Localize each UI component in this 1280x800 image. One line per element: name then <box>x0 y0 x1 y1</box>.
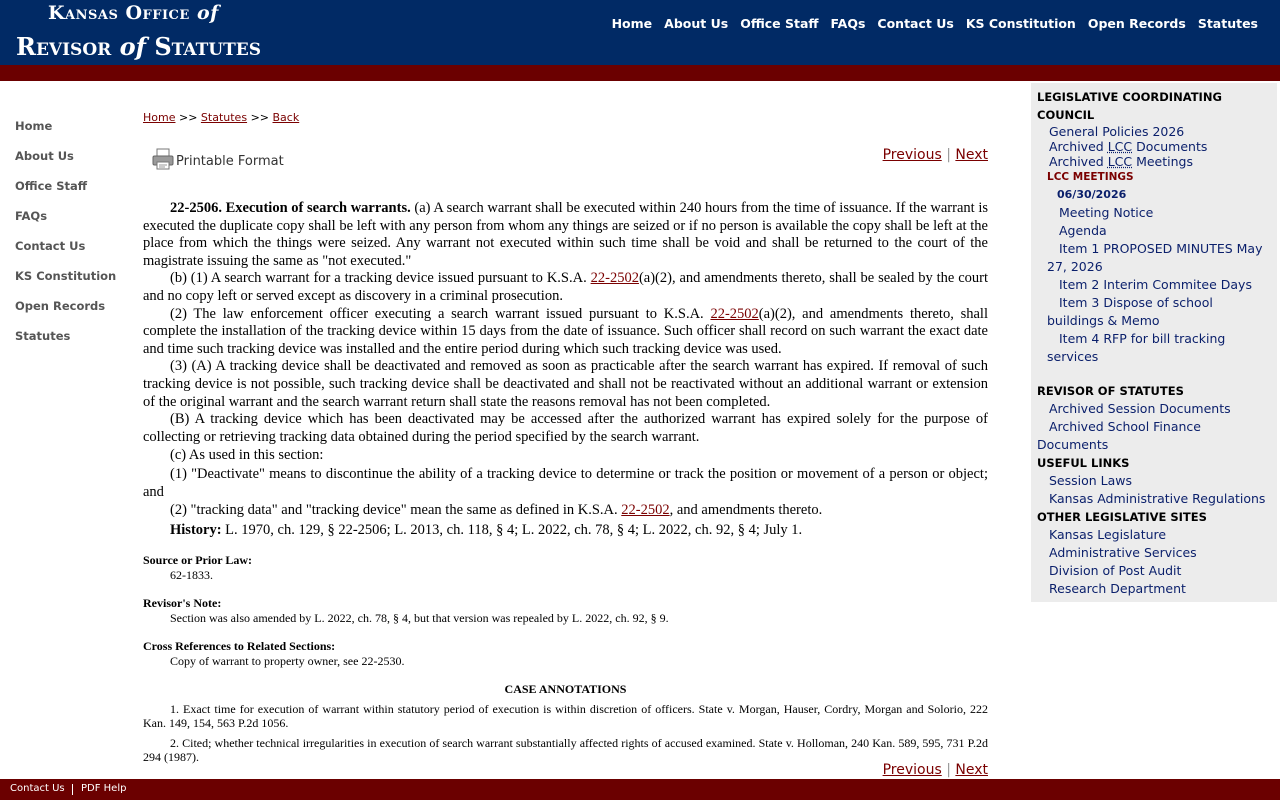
right-sidebar <box>1031 83 1277 602</box>
breadcrumb-statutes-link[interactable]: Statutes <box>200 111 248 124</box>
statute-text: (a)(2), and amendments thereto, shall complete the installation of the tracking device within 15 days from the date of issuance. Such officer shall record on such warrant the exact date and time such tracking device was installed and the entire period during which such tracking device was used. <box>143 305 988 357</box>
print-row <box>143 145 988 200</box>
topnav-ks-constitution[interactable]: KS Constitution <box>965 16 1076 31</box>
statute-text: (b) (1) A search warrant for a tracking device issued pursuant to K.S.A. <box>170 270 591 287</box>
statute-body <box>143 200 988 539</box>
statute-text: (a) A search warrant shall be executed within 240 hours from the time of issuance. If the warrant is executed the duplicate copy shall be left with any person from whom any things are seized or if no person is available the copy shall be left at the place from which the things were seized. Any warrant not executed within such time shall be void and shall be returned to the court of the magistrate issuing the same as "not executed." <box>143 200 989 269</box>
logo-line-1 <box>48 2 219 24</box>
printer-icon[interactable] <box>151 147 175 171</box>
cross-references-heading: Cross References to Related Sections: <box>143 639 336 654</box>
link-text: Archived <box>1049 139 1108 154</box>
case-annotation-item: 1. Exact time for execution of warrant within statutory period of execution is within discretion of officers. State v. Morgan, Hauser, Cordry, Morgan and Solorio, 222 Kan. 149, 154, 563 P.2d 1056. <box>143 702 988 731</box>
item-1-link[interactable] <box>1037 240 1277 276</box>
statute-paragraph-b3b: (B) A tracking device which has been deactivated may be accessed after the authorized warrant has expired solely for the purpose of collecting or retrieving tracking data obtained during the period specified by the search warrant. <box>143 411 988 445</box>
agenda-link[interactable]: Agenda <box>1059 223 1107 238</box>
next-link-bottom[interactable]: Next <box>955 762 988 778</box>
main-content <box>143 111 988 764</box>
spacer <box>1037 366 1277 382</box>
item-2-link[interactable]: Item 2 Interim Commitee Days <box>1059 277 1252 292</box>
header-accent-bar <box>0 65 1280 81</box>
lcc-abbr: LCC <box>1107 154 1133 169</box>
history-label: History: <box>170 521 222 538</box>
topnav-about-us[interactable]: About Us <box>664 16 729 31</box>
leftnav-home[interactable]: Home <box>15 119 53 133</box>
printable-format-link[interactable]: Printable Format <box>176 154 284 169</box>
research-department-link[interactable]: Research Department <box>1049 581 1186 596</box>
link-text: Documents <box>1132 139 1208 154</box>
statute-paragraph-c2 <box>143 502 988 520</box>
leftnav-about-us[interactable]: About Us <box>15 149 74 163</box>
revisor-note-text: Section was also amended by L. 2022, ch. 78, § 4, but that version was repealed by L. 2022, ch. 92, § 9. <box>170 611 669 626</box>
lcc-meetings-heading: LCC MEETINGS <box>1047 171 1134 183</box>
footer-contact-link[interactable]: Contact Us <box>10 783 65 794</box>
leftnav-statutes[interactable]: Statutes <box>15 329 71 343</box>
topnav-statutes[interactable]: Statutes <box>1197 16 1258 31</box>
statute-paragraph-a <box>143 200 988 270</box>
revisor-heading: REVISOR OF STATUTES <box>1037 384 1184 398</box>
leftnav-office-staff[interactable]: Office Staff <box>15 179 88 193</box>
statute-paragraph-b2 <box>143 306 988 359</box>
link-text: Item 1 PROPOSED MINUTES May 27, 2026 <box>1047 241 1263 274</box>
statute-link-22-2502[interactable]: 22-2502 <box>621 502 670 519</box>
left-nav <box>15 119 135 359</box>
statute-paragraph-c1: (1) "Deactivate" means to discontinue the ability of a tracking device to determine or track the position or movement of a person or object; and <box>143 465 988 500</box>
top-nav <box>612 16 1258 31</box>
breadcrumb-separator: >> <box>250 111 269 124</box>
statute-text: (a)(2), and amendments thereto, shall be sealed by the court and no copy left or served except as discovery in a criminal prosecution. <box>143 270 988 304</box>
link-text: Meetings <box>1132 154 1193 169</box>
topnav-home[interactable]: Home <box>611 16 653 31</box>
site-header <box>0 0 1280 65</box>
topnav-faqs[interactable]: FAQs <box>830 16 866 31</box>
leftnav-faqs[interactable]: FAQs <box>15 209 48 223</box>
lcc-abbr: LCC <box>1107 139 1133 154</box>
footer-separator <box>72 784 73 795</box>
kansas-administrative-regulations-link[interactable]: Kansas Administrative Regulations <box>1049 491 1266 506</box>
logo-statutes: Statutes <box>154 32 262 61</box>
logo-of: of <box>196 2 219 24</box>
breadcrumb-separator: >> <box>178 111 198 124</box>
meeting-notice-link[interactable]: Meeting Notice <box>1059 205 1154 220</box>
statute-title: 22-2506. Execution of search warrants. <box>170 200 411 216</box>
statute-text: (2) "tracking data" and "tracking device" mean the same as defined in K.S.A. <box>170 502 622 519</box>
statute-text: , and amendments thereto. <box>669 502 823 519</box>
footer-pdf-help-link[interactable]: PDF Help <box>81 783 127 794</box>
prev-next-separator: | <box>946 762 951 778</box>
meeting-date: 06/30/2026 <box>1057 188 1127 201</box>
previous-link-bottom[interactable]: Previous <box>882 762 942 778</box>
leftnav-ks-constitution[interactable]: KS Constitution <box>15 269 117 283</box>
prev-next-bottom <box>883 762 988 778</box>
administrative-services-link[interactable]: Administrative Services <box>1049 545 1197 560</box>
source-heading: Source or Prior Law: <box>143 553 252 568</box>
archived-session-documents-link[interactable]: Archived Session Documents <box>1049 401 1231 416</box>
prev-next-separator: | <box>946 147 951 163</box>
logo-of-2: of <box>119 32 146 61</box>
link-text: Item 3 Dispose of school buildings & Memo <box>1047 295 1213 328</box>
case-annotations-heading: CASE ANNOTATIONS <box>504 682 627 697</box>
topnav-open-records[interactable]: Open Records <box>1087 16 1186 31</box>
case-annotation-item: 2. Cited; whether technical irregularities in execution of search warrant substantially affected rights of accused examined. State v. Holloman, 240 Kan. 589, 595, 731 P.2d 294 (1987). <box>143 736 988 765</box>
statute-link-22-2502[interactable]: 22-2502 <box>590 270 639 287</box>
kansas-legislature-link[interactable]: Kansas Legislature <box>1049 527 1167 542</box>
leftnav-open-records[interactable]: Open Records <box>15 299 106 313</box>
statute-link-22-2502[interactable]: 22-2502 <box>710 305 759 322</box>
link-text: Item 4 RFP for bill tracking services <box>1047 331 1226 364</box>
breadcrumb-back-link[interactable]: Back <box>272 111 300 124</box>
item-3-link[interactable] <box>1037 294 1277 330</box>
logo-revisor: Revisor <box>16 32 112 61</box>
statute-paragraph-b1 <box>143 270 988 305</box>
breadcrumb-home-link[interactable]: Home <box>143 111 176 124</box>
leftnav-contact-us[interactable]: Contact Us <box>15 239 86 253</box>
breadcrumb <box>143 111 988 129</box>
archived-lcc-meetings-link[interactable] <box>1037 154 1277 169</box>
link-text: Archived School Finance Documents <box>1037 419 1201 452</box>
site-footer <box>0 779 1280 800</box>
cross-references-text: Copy of warrant to property owner, see 22-2530. <box>170 654 405 669</box>
item-4-link[interactable] <box>1037 330 1277 366</box>
post-audit-link[interactable]: Division of Post Audit <box>1049 563 1182 578</box>
general-policies-link[interactable]: General Policies 2026 <box>1049 124 1185 139</box>
prev-next-top <box>883 147 988 163</box>
topnav-office-staff[interactable]: Office Staff <box>740 16 819 31</box>
revisor-note-heading: Revisor's Note: <box>143 596 222 611</box>
useful-links-heading: USEFUL LINKS <box>1037 456 1130 470</box>
source-text: 62-1833. <box>170 568 213 583</box>
archived-lcc-documents-link[interactable] <box>1037 139 1277 154</box>
lcc-heading: LEGISLATIVE COORDINATING COUNCIL <box>1037 90 1222 122</box>
next-link[interactable]: Next <box>955 147 988 163</box>
statute-paragraph-c: (c) As used in this section: <box>170 447 324 464</box>
statute-notes <box>143 553 988 764</box>
statute-history <box>143 522 988 540</box>
logo-line-2 <box>16 32 261 61</box>
statute-text: (2) The law enforcement officer executing a search warrant issued pursuant to K.S.A. <box>170 305 711 322</box>
other-sites-heading: OTHER LEGISLATIVE SITES <box>1037 510 1207 524</box>
link-text: Archived <box>1049 154 1108 169</box>
statute-paragraph-b3a: (3) (A) A tracking device shall be deactivated and removed as soon as practicable after the search warrant has expired. If removal of such tracking device is not possible, such tracking device shall be deactivated and shall not be reactivated without an additional warrant or extension of the original warrant and the search warrant return shall state the reasons removal has not been completed. <box>143 358 988 410</box>
topnav-contact-us[interactable]: Contact Us <box>877 16 954 31</box>
logo-kansas-office: Kansas Office <box>48 2 190 24</box>
archived-school-finance-link[interactable] <box>1037 418 1277 454</box>
previous-link[interactable]: Previous <box>882 147 942 163</box>
history-text: L. 1970, ch. 129, § 22-2506; L. 2013, ch. 118, § 4; L. 2022, ch. 78, § 4; L. 2022, ch. 92, § 4; July 1. <box>221 521 803 538</box>
session-laws-link[interactable]: Session Laws <box>1049 473 1133 488</box>
